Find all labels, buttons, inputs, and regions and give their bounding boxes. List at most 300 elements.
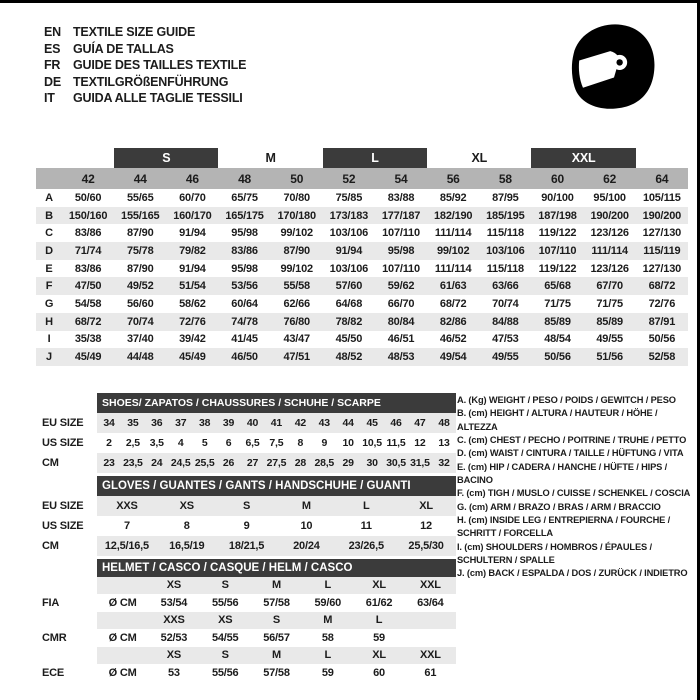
cell-value: 40 xyxy=(241,413,265,433)
size-group-s: S xyxy=(114,148,218,168)
measurement-value: 107/110 xyxy=(382,262,420,275)
measurement-value: 52/58 xyxy=(636,348,688,366)
measurement-value: 70/74 xyxy=(492,297,519,310)
measurement-value: 65/68 xyxy=(531,277,583,295)
cell-value: 2,5 xyxy=(125,437,140,449)
language-row xyxy=(44,57,246,74)
language-code: ES xyxy=(44,41,61,56)
measurement-value: 99/102 xyxy=(427,242,479,260)
cell-value: XXL xyxy=(405,647,456,665)
cell-value: 37 xyxy=(169,413,193,433)
measurement-value: 119/122 xyxy=(538,262,577,275)
cell-value: 8 xyxy=(183,520,190,532)
cell-value: L xyxy=(336,496,396,516)
size-number: 50 xyxy=(271,168,323,189)
size-group-row xyxy=(36,148,688,168)
measurement-row-j xyxy=(36,348,688,366)
cell-value: 12 xyxy=(414,437,426,449)
measurement-value: 45/50 xyxy=(335,333,363,346)
row-letter: H xyxy=(36,313,62,331)
row-letter: F xyxy=(36,277,62,295)
measurement-value: 119/122 xyxy=(538,227,577,240)
row-letter: G xyxy=(44,297,54,310)
cell-value: XL xyxy=(353,647,404,665)
size-number: 44 xyxy=(114,168,166,189)
measurement-value: 48/54 xyxy=(544,333,571,346)
row-label: EU SIZE xyxy=(42,500,84,512)
language-row xyxy=(44,24,246,41)
cell-value: 4 xyxy=(177,437,184,449)
cell-value: 8 xyxy=(297,437,304,449)
helmet-icon xyxy=(567,20,661,118)
cell-value: 18/21,5 xyxy=(217,536,277,556)
language-title: TEXTILGRÖßENFÜHRUNG xyxy=(73,74,229,89)
measurement-value: 84/88 xyxy=(479,313,531,331)
cell-value: 24,5 xyxy=(169,453,193,473)
cell-value: 23,5 xyxy=(121,453,145,473)
cell-value: 52/53 xyxy=(160,631,188,644)
size-number: 62 xyxy=(584,168,636,189)
measurement-value: 190/200 xyxy=(584,207,636,225)
cell-value: 23/26,5 xyxy=(336,536,396,556)
cell-value: 24 xyxy=(145,453,169,473)
measurement-value: 80/84 xyxy=(375,313,427,331)
cell-value: 60 xyxy=(373,666,385,679)
cell-value: 42 xyxy=(288,413,312,433)
cell-value: 53/54 xyxy=(160,596,188,609)
measurement-value: 85/89 xyxy=(531,313,583,331)
measurement-value: 41/45 xyxy=(231,333,258,346)
cell-value: 12,5/16,5 xyxy=(97,536,157,556)
cell-value: 43 xyxy=(312,413,336,433)
cell-value: L xyxy=(302,647,353,665)
row-label xyxy=(38,612,97,630)
size-number: 64 xyxy=(636,168,688,189)
language-title: TEXTILE SIZE GUIDE xyxy=(73,25,196,39)
cell-value: 32 xyxy=(432,453,456,473)
measurement-value: 75/78 xyxy=(114,242,166,260)
measurement-value: 46/50 xyxy=(218,348,270,366)
cell-value: XS xyxy=(157,496,217,516)
language-list xyxy=(44,24,246,107)
size-number: 56 xyxy=(427,168,479,189)
row-letter: D xyxy=(36,242,62,260)
measurement-value: 66/70 xyxy=(387,297,415,310)
cell-value xyxy=(97,577,148,595)
cell-value: 6,5 xyxy=(245,437,260,449)
measurement-legend xyxy=(457,394,697,581)
cell-value: 3,5 xyxy=(149,437,164,449)
row-label: EU SIZE xyxy=(42,417,84,429)
measurement-value: 127/130 xyxy=(642,227,682,240)
cell-value: 35 xyxy=(121,413,145,433)
cell-value: 9 xyxy=(321,437,328,449)
measurement-value: 35/38 xyxy=(74,333,102,346)
measurement-value: 39/42 xyxy=(179,333,206,346)
cell-value: S xyxy=(217,496,277,516)
cell-value: 39 xyxy=(217,413,241,433)
row-label: ECE xyxy=(42,666,65,679)
measurement-row-b xyxy=(36,207,688,225)
cell-value: XL xyxy=(353,577,404,595)
table-row xyxy=(38,413,456,433)
cell-value: 55/56 xyxy=(211,596,239,609)
size-number: 60 xyxy=(531,168,583,189)
measurement-value: 85/92 xyxy=(439,191,467,204)
language-row xyxy=(44,74,246,91)
measurement-row-a xyxy=(36,189,688,207)
cell-value xyxy=(405,629,456,647)
size-group-m: M xyxy=(265,151,276,165)
cell-value xyxy=(97,612,148,630)
row-letter: A xyxy=(45,191,53,204)
cell-value: 10,5 xyxy=(362,437,382,449)
language-title: GUIDA ALLE TAGLIE TESSILI xyxy=(73,91,243,106)
measurement-row-c xyxy=(36,224,688,242)
language-code: FR xyxy=(44,58,61,73)
cell-value: 25,5/30 xyxy=(396,536,456,556)
measurement-value: 185/195 xyxy=(479,207,531,225)
measurement-value: 127/130 xyxy=(642,262,682,275)
measurement-value: 83/88 xyxy=(387,191,415,204)
legend-item: E. (cm) HIP / CADERA / HANCHE / HÜFTE / HIPS / BACINO xyxy=(457,461,668,486)
shoes-section-title: SHOES/ ZAPATOS / CHAUSSURES / SCHUHE / SCARPE xyxy=(97,393,456,413)
measurement-value: 87/95 xyxy=(492,191,519,204)
measurement-value: 43/47 xyxy=(283,333,310,346)
measurement-value: 72/76 xyxy=(648,297,676,310)
measurement-value: 95/98 xyxy=(231,262,258,275)
row-label: US SIZE xyxy=(42,520,84,532)
measurement-value: 50/56 xyxy=(531,348,583,366)
measurement-value: 111/114 xyxy=(434,227,472,240)
measurement-value: 68/72 xyxy=(439,297,467,310)
legend-item: A. (Kg) WEIGHT / PESO / POIDS / GEWITCH / PESO xyxy=(457,395,676,405)
cell-value: XXL xyxy=(405,577,456,595)
measurement-value: 46/51 xyxy=(387,333,415,346)
measurement-value: 95/98 xyxy=(231,227,258,240)
legend-item: J. (cm) BACK / ESPALDA / DOS / ZURÜCK / INDIETRO xyxy=(457,568,688,579)
cell-value: S xyxy=(251,612,302,630)
measurement-value: 54/58 xyxy=(74,297,102,310)
cell-value: 48 xyxy=(432,413,456,433)
helmet-header-row xyxy=(38,559,456,577)
cell-value: 47 xyxy=(408,413,432,433)
cell-value: 41 xyxy=(264,413,288,433)
cell-value: Ø CM xyxy=(108,596,137,609)
cell-value: 59 xyxy=(321,666,334,679)
size-group-spacer xyxy=(62,148,114,168)
cell-value: 61 xyxy=(424,666,437,679)
measurement-value: 177/187 xyxy=(375,207,427,225)
measurement-value: 55/58 xyxy=(271,277,323,295)
language-row xyxy=(44,90,246,107)
cell-value: XS xyxy=(148,647,199,665)
language-title: GUÍA DE TALLAS xyxy=(73,41,174,56)
measurement-value: 76/80 xyxy=(271,313,323,331)
row-label xyxy=(38,647,97,665)
measurement-row-g xyxy=(36,295,688,313)
cell-value: 7 xyxy=(123,520,130,532)
cell-value: 26 xyxy=(217,453,241,473)
cell-value: M xyxy=(251,577,302,595)
size-group-xl: XL xyxy=(471,151,488,165)
measurement-value: 111/114 xyxy=(584,242,636,260)
measurement-value: 107/110 xyxy=(382,227,420,240)
cell-value: 45 xyxy=(360,413,384,433)
cell-value: XL xyxy=(396,496,456,516)
cell-value: 55/56 xyxy=(211,666,239,679)
measurement-value: 83/86 xyxy=(218,242,270,260)
cell-value: 44 xyxy=(336,413,360,433)
helmet-section-title: HELMET / CASCO / CASQUE / HELM / CASCO xyxy=(97,559,456,577)
measurement-value: 46/52 xyxy=(439,333,467,346)
cell-value: 10 xyxy=(300,520,313,532)
measurement-value: 87/90 xyxy=(126,262,154,275)
cell-value: 29 xyxy=(336,453,360,473)
cell-value: 6 xyxy=(225,437,232,449)
size-number: 58 xyxy=(479,168,531,189)
cell-value: 56/57 xyxy=(263,631,290,644)
measurement-row-d xyxy=(36,242,688,260)
table-row xyxy=(38,496,456,516)
measurement-value: 70/80 xyxy=(283,191,310,204)
measurement-value: 107/110 xyxy=(531,242,583,260)
size-number: 42 xyxy=(62,168,114,189)
row-label: CMR xyxy=(42,631,67,644)
measurement-value: 47/51 xyxy=(271,348,323,366)
measurement-value: 170/180 xyxy=(271,207,323,225)
measurement-value: 61/63 xyxy=(427,277,479,295)
cell-value: 25,5 xyxy=(193,453,217,473)
language-code: IT xyxy=(44,91,55,106)
measurement-value: 50/60 xyxy=(74,191,102,204)
cell-value: XXS xyxy=(148,612,199,630)
cell-value: 57/58 xyxy=(263,666,290,679)
size-number: 48 xyxy=(218,168,270,189)
table-row xyxy=(38,516,456,536)
size-number: 52 xyxy=(323,168,375,189)
cell-value: XXS xyxy=(97,496,157,516)
measurement-value: 79/82 xyxy=(166,242,218,260)
row-label: US SIZE xyxy=(42,437,84,449)
row-label: CM xyxy=(42,457,59,469)
measurement-value: 103/106 xyxy=(329,262,369,275)
measurement-value: 51/54 xyxy=(166,277,218,295)
measurement-value: 173/183 xyxy=(323,207,375,225)
header-spacer xyxy=(38,393,97,413)
size-group-spacer xyxy=(636,148,688,168)
gloves-section-title: GLOVES / GUANTES / GANTS / HANDSCHUHE / GUANTI xyxy=(97,476,456,496)
measurement-value: 56/60 xyxy=(126,297,154,310)
cell-value: M xyxy=(302,612,353,630)
cell-value: 59 xyxy=(373,631,385,644)
measurement-row-i xyxy=(36,331,688,349)
measurement-value: 44/48 xyxy=(114,348,166,366)
cell-value: L xyxy=(353,612,404,630)
legend-item: H. (cm) INSIDE LEG / ENTREPIERNA / FOURCHE / SCHRITT / FORCELLA xyxy=(457,515,671,539)
measurement-value: 78/82 xyxy=(323,313,375,331)
row-letter: J xyxy=(36,348,62,366)
measurement-value: 105/115 xyxy=(642,191,681,204)
measurement-value: 55/65 xyxy=(126,191,154,204)
language-title: GUIDE DES TAILLES TEXTILE xyxy=(73,58,247,73)
shoes-header-row xyxy=(38,393,456,413)
cell-value: 16,5/19 xyxy=(157,536,217,556)
size-group-spacer xyxy=(36,148,62,168)
table-row xyxy=(38,629,456,647)
cell-value: 28 xyxy=(288,453,312,473)
gloves-header-row xyxy=(38,476,456,496)
language-code: DE xyxy=(44,74,61,89)
measurement-value: 160/170 xyxy=(166,207,218,225)
measurement-value: 99/102 xyxy=(280,227,313,240)
measurement-value: 155/165 xyxy=(114,207,166,225)
row-label: FIA xyxy=(42,596,60,609)
cell-value: 28,5 xyxy=(312,453,336,473)
row-letter: I xyxy=(47,333,51,346)
band-spacer xyxy=(36,168,62,189)
measurement-value: 91/94 xyxy=(179,227,206,240)
measurement-value: 68/72 xyxy=(62,313,114,331)
cell-value: L xyxy=(302,577,353,595)
cell-value: 46 xyxy=(384,413,408,433)
legend-item: C. (cm) CHEST / PECHO / POITRINE / TRUHE / PETTO xyxy=(457,435,687,446)
row-letter: B xyxy=(36,207,62,225)
measurement-row-f xyxy=(36,277,688,295)
measurement-value: 103/106 xyxy=(329,227,369,240)
measurement-value: 71/75 xyxy=(544,297,571,310)
measurement-value: 47/50 xyxy=(62,277,114,295)
table-row xyxy=(38,536,456,556)
size-number: 54 xyxy=(375,168,427,189)
legend-item: F. (cm) TIGH / MUSLO / CUISSE / SCHENKEL / COSCIA xyxy=(457,488,691,499)
measurement-value: 53/56 xyxy=(218,277,270,295)
helmet-size-table xyxy=(38,559,456,682)
cell-value: S xyxy=(200,577,251,595)
cell-value: 12 xyxy=(420,520,432,532)
measurement-value: 45/49 xyxy=(62,348,114,366)
cell-value: S xyxy=(200,647,251,665)
measurement-value: 37/40 xyxy=(126,333,154,346)
table-row xyxy=(38,433,456,453)
cell-value: 34 xyxy=(97,413,121,433)
measurement-value: 182/190 xyxy=(427,207,479,225)
cell-value: 36 xyxy=(145,413,169,433)
cell-value: 11,5 xyxy=(386,437,406,449)
measurement-value: 111/114 xyxy=(434,262,472,275)
measurement-value: 58/62 xyxy=(179,297,206,310)
cell-value: 2 xyxy=(106,437,112,449)
cell-value: M xyxy=(276,496,336,516)
measurement-value: 47/53 xyxy=(492,333,519,346)
measurement-value: 87/90 xyxy=(126,227,154,240)
measurement-value: 51/56 xyxy=(584,348,636,366)
measurement-value: 87/90 xyxy=(271,242,323,260)
gloves-size-table xyxy=(38,476,456,556)
language-code: EN xyxy=(44,25,61,39)
measurement-value: 65/75 xyxy=(231,191,258,204)
cell-value xyxy=(405,612,456,630)
cell-value: 30,5 xyxy=(384,453,408,473)
cell-value: 61/62 xyxy=(365,596,393,609)
cell-value: 7,5 xyxy=(269,437,284,449)
cell-value xyxy=(97,647,148,665)
cell-value: 20/24 xyxy=(276,536,336,556)
measurement-value: 72/76 xyxy=(166,313,218,331)
cell-value: 23 xyxy=(97,453,121,473)
measurement-value: 150/160 xyxy=(62,207,114,225)
table-row xyxy=(38,577,456,595)
measurement-value: 95/100 xyxy=(593,191,626,204)
measurement-value: 115/118 xyxy=(486,262,524,275)
measurement-value: 49/55 xyxy=(596,333,623,346)
measurement-value: 99/102 xyxy=(280,262,313,275)
measurement-value: 62/66 xyxy=(283,297,310,310)
measurement-value: 95/98 xyxy=(375,242,427,260)
measurement-value: 123/126 xyxy=(590,227,629,240)
size-group-xxl: XXL xyxy=(531,148,635,168)
cell-value: 31,5 xyxy=(408,453,432,473)
measurement-value: 59/62 xyxy=(375,277,427,295)
measurement-value: 91/94 xyxy=(323,242,375,260)
measurement-value: 91/94 xyxy=(179,262,206,275)
cell-value: XS xyxy=(200,612,251,630)
cell-value: 11 xyxy=(360,520,372,532)
measurement-value: 49/52 xyxy=(114,277,166,295)
cell-value: 54/55 xyxy=(211,631,239,644)
cell-value: 58 xyxy=(321,631,334,644)
row-label: CM xyxy=(42,540,59,552)
apparel-size-table xyxy=(36,148,688,366)
measurement-value: 57/60 xyxy=(323,277,375,295)
cell-value: 53 xyxy=(168,666,180,679)
measurement-value: 123/126 xyxy=(590,262,629,275)
measurement-value: 63/66 xyxy=(479,277,531,295)
legend-item: G. (cm) ARM / BRAZO / BRAS / ARM / BRACCIO xyxy=(457,501,661,512)
measurement-value: 67/70 xyxy=(584,277,636,295)
measurement-value: 90/100 xyxy=(541,191,574,204)
cell-value: 5 xyxy=(201,437,208,449)
row-letter: C xyxy=(45,227,53,240)
measurement-value: 165/175 xyxy=(218,207,270,225)
measurement-value: 82/86 xyxy=(427,313,479,331)
measurement-row-e xyxy=(36,260,688,278)
measurement-value: 48/53 xyxy=(375,348,427,366)
legend-item: D. (cm) WAIST / CINTURA / TAILLE / HÜFTUNG / VITA xyxy=(457,448,684,459)
measurement-value: 103/106 xyxy=(479,242,531,260)
size-group-l: L xyxy=(323,148,427,168)
table-row xyxy=(38,453,456,473)
cell-value: 63/64 xyxy=(417,596,444,609)
cell-value: XS xyxy=(148,577,199,595)
cell-value: M xyxy=(251,647,302,665)
measurement-value: 87/91 xyxy=(636,313,688,331)
measurement-value: 71/74 xyxy=(62,242,114,260)
measurement-value: 75/85 xyxy=(335,191,363,204)
measurement-value: 49/55 xyxy=(479,348,531,366)
measurement-value: 187/198 xyxy=(531,207,583,225)
shoes-size-table xyxy=(38,393,456,473)
cell-value: 10 xyxy=(342,437,354,449)
legend-item: B. (cm) HEIGHT / ALTURA / HAUTEUR / HÖHE / ALTEZZA xyxy=(457,408,658,432)
measurement-value: 68/72 xyxy=(636,277,688,295)
cell-value: 59/60 xyxy=(314,596,342,609)
cell-value: 30 xyxy=(360,453,384,473)
size-number-row xyxy=(36,168,688,189)
measurement-value: 48/52 xyxy=(323,348,375,366)
measurement-value: 45/49 xyxy=(166,348,218,366)
measurement-value: 70/74 xyxy=(114,313,166,331)
